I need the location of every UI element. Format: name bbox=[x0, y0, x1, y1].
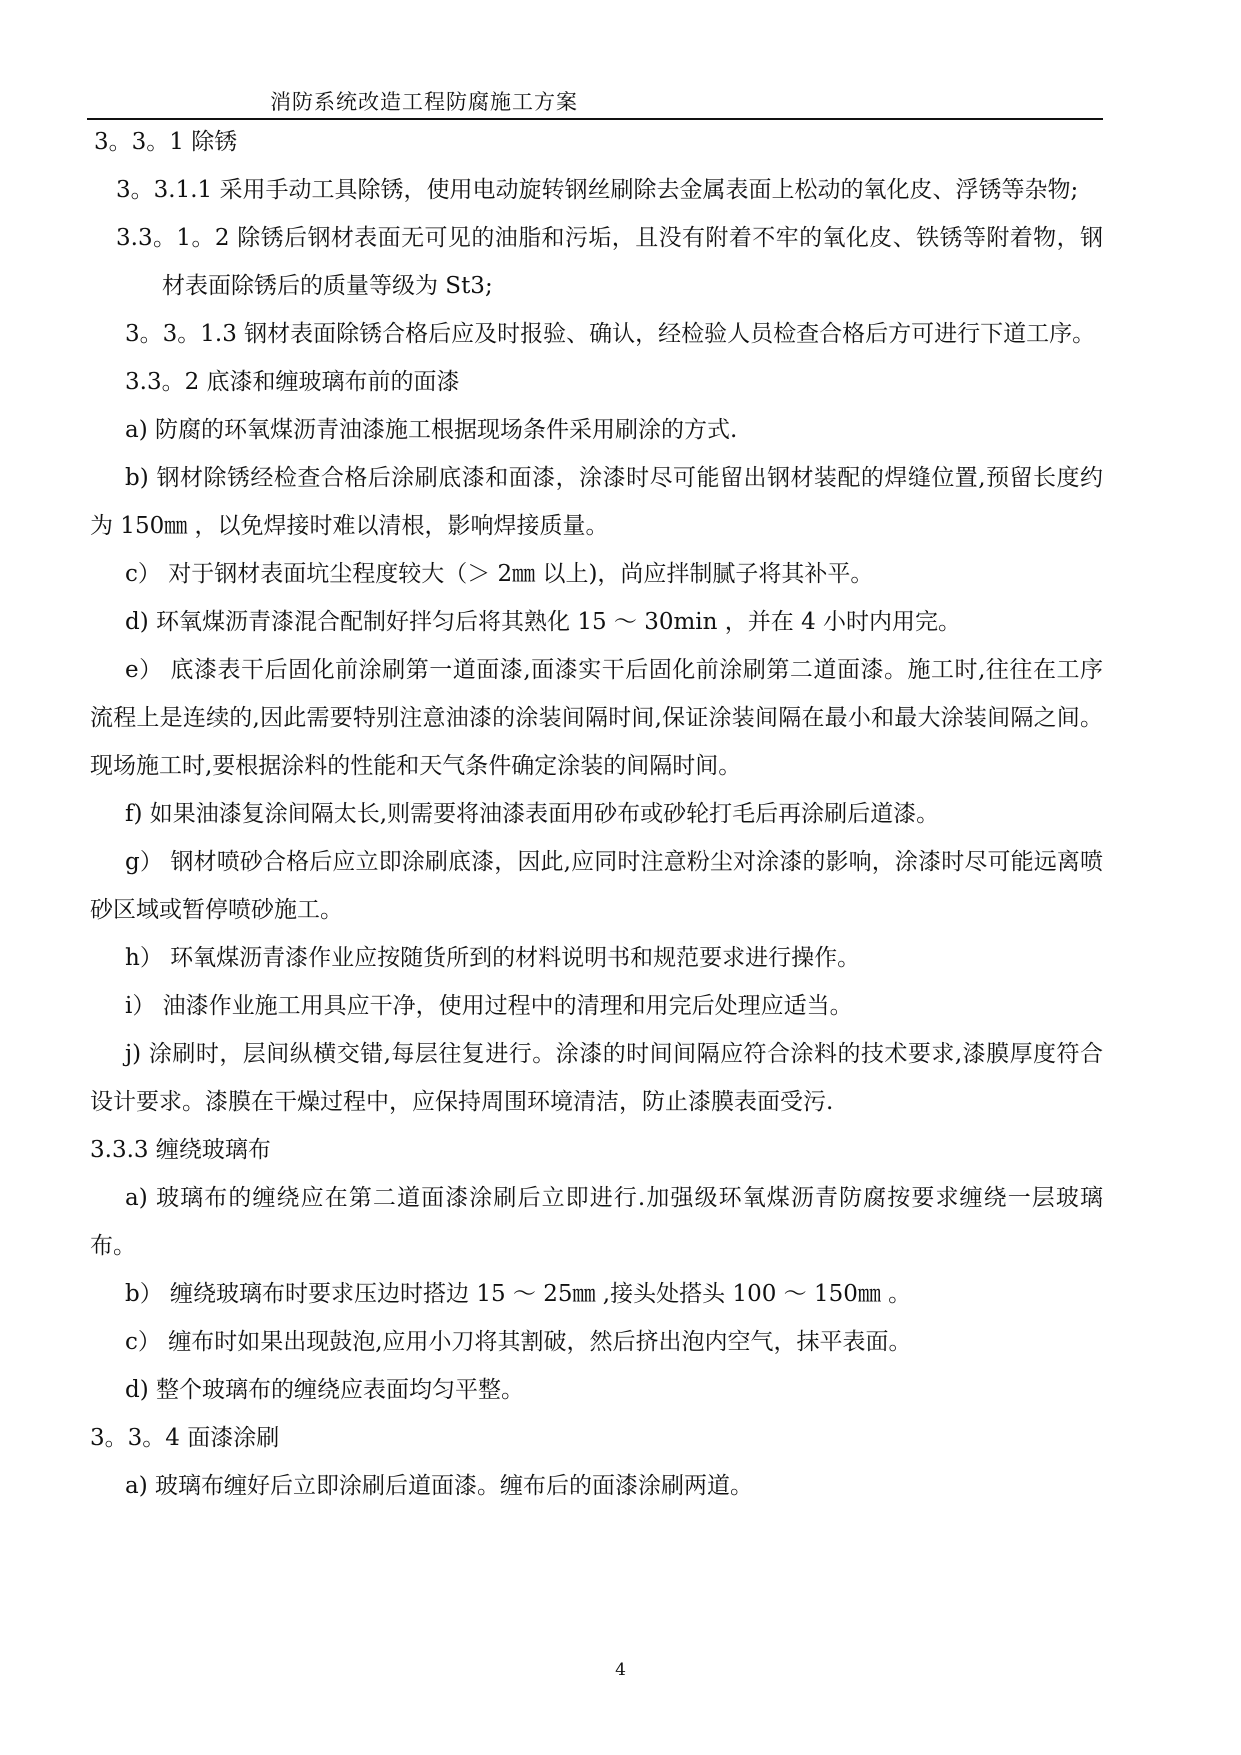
page-number: 4 bbox=[615, 1660, 626, 1680]
list-item-f: f) 如果油漆复涂间隔太长,则需要将油漆表面用砂布或砂轮打毛后再涂刷后道漆。 bbox=[125, 801, 940, 827]
clause-3-3-1-2: 3.3。1。2 除锈后钢材表面无可见的油脂和污垢，且没有附着不牢的氧化皮、铁锈等附着物，钢材表面除锈后的质量等级为 St3; bbox=[116, 225, 1103, 299]
clause-3-3-1-1: 3。3.1.1 采用手动工具除锈，使用电动旋转钢丝刷除去金属表面上松动的氧化皮、浮锈等杂物; bbox=[116, 177, 1079, 203]
list-item-d: d) 整个玻璃布的缠绕应表面均匀平整。 bbox=[125, 1377, 525, 1403]
list-item-j: j) 涂刷时，层间纵横交错,每层往复进行。涂漆的时间间隔应符合涂料的技术要求,漆膜厚度符合设计要求。漆膜在干燥过程中，应保持周围环境清洁，防止漆膜表面受污. bbox=[90, 1041, 1103, 1115]
list-item-a: a) 玻璃布的缠绕应在第二道面漆涂刷后立即进行.加强级环氧煤沥青防腐按要求缠绕一层玻璃布。 bbox=[90, 1185, 1103, 1259]
list-item-g: g） 钢材喷砂合格后应立即涂刷底漆，因此,应同时注意粉尘对涂漆的影响，涂漆时尽可能远离喷砂区域或暂停喷砂施工。 bbox=[90, 849, 1103, 923]
list-item-c: c） 对于钢材表面坑尘程度较大（＞ 2㎜ 以上)，尚应拌制腻子将其补平。 bbox=[125, 561, 874, 587]
list-item-a: a) 玻璃布缠好后立即涂刷后道面漆。缠布后的面漆涂刷两道。 bbox=[125, 1473, 753, 1499]
section-heading-3-3-4: 3。3。4 面漆涂刷 bbox=[90, 1425, 280, 1451]
list-item-b: b） 缠绕玻璃布时要求压边时搭边 15 ～ 25㎜ ,接头处搭头 100 ～ 150㎜ 。 bbox=[125, 1281, 912, 1307]
list-item-d: d) 环氧煤沥青漆混合配制好拌匀后将其熟化 15 ～ 30min ，并在 4 小时内用完。 bbox=[125, 609, 962, 635]
section-heading-3-3-2: 3.3。2 底漆和缠玻璃布前的面漆 bbox=[125, 369, 460, 395]
page-header-title: 消防系统改造工程防腐施工方案 bbox=[270, 90, 578, 114]
list-item-e: e） 底漆表干后固化前涂刷第一道面漆,面漆实干后固化前涂刷第二道面漆。施工时,往往在工序流程上是连续的,因此需要特别注意油漆的涂装间隔时间,保证涂装间隔在最小和最大涂装间隔之间。现场施工时,要根据涂料的性能和天气条件确定涂装的间隔时间。 bbox=[90, 657, 1103, 779]
document-body bbox=[90, 118, 1103, 1510]
list-item-b: b) 钢材除锈经检查合格后涂刷底漆和面漆，涂漆时尽可能留出钢材装配的焊缝位置,预留长度约为 150㎜ ，以免焊接时难以清根，影响焊接质量。 bbox=[90, 465, 1103, 539]
clause-3-3-1-3: 3。3。1.3 钢材表面除锈合格后应及时报验、确认，经检验人员检查合格后方可进行下道工序。 bbox=[125, 321, 1096, 347]
list-item-h: h） 环氧煤沥青漆作业应按随货所到的材料说明书和规范要求进行操作。 bbox=[125, 945, 861, 971]
section-heading-3-3-1: 3。3。1 除锈 bbox=[94, 129, 238, 155]
list-item-i: i） 油漆作业施工用具应干净，使用过程中的清理和用完后处理应适当。 bbox=[125, 993, 853, 1019]
list-item-a: a) 防腐的环氧煤沥青油漆施工根据现场条件采用刷涂的方式. bbox=[125, 417, 738, 443]
section-heading-3-3-3: 3.3.3 缠绕玻璃布 bbox=[90, 1137, 271, 1163]
list-item-c: c） 缠布时如果出现鼓泡,应用小刀将其割破，然后挤出泡内空气，抹平表面。 bbox=[125, 1329, 912, 1355]
